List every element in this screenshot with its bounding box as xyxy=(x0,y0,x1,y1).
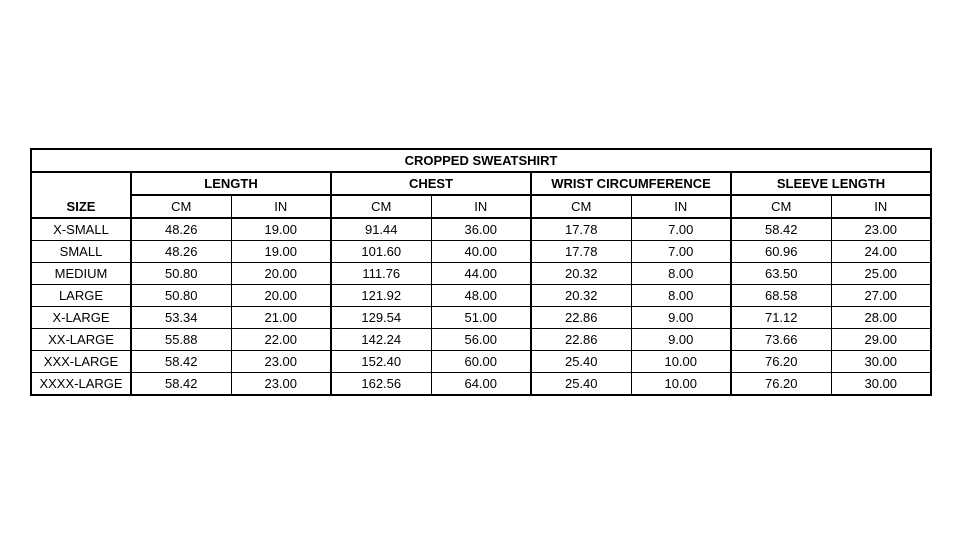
value-cell: 27.00 xyxy=(831,285,931,307)
value-cell: 50.80 xyxy=(131,285,231,307)
size-cell: MEDIUM xyxy=(31,263,131,285)
size-cell: XXX-LARGE xyxy=(31,351,131,373)
value-cell: 142.24 xyxy=(331,329,431,351)
size-cell: XX-LARGE xyxy=(31,329,131,351)
value-cell: 60.00 xyxy=(431,351,531,373)
value-cell: 101.60 xyxy=(331,241,431,263)
table-row xyxy=(31,241,931,263)
value-cell: 111.76 xyxy=(331,263,431,285)
value-cell: 29.00 xyxy=(831,329,931,351)
size-cell: X-LARGE xyxy=(31,307,131,329)
value-cell: 73.66 xyxy=(731,329,831,351)
value-cell: 23.00 xyxy=(231,351,331,373)
group-header-sleeve-length: SLEEVE LENGTH xyxy=(731,172,931,195)
table-row xyxy=(31,285,931,307)
value-cell: 20.00 xyxy=(231,263,331,285)
value-cell: 17.78 xyxy=(531,241,631,263)
table-row xyxy=(31,263,931,285)
value-cell: 10.00 xyxy=(631,373,731,396)
value-cell: 17.78 xyxy=(531,218,631,241)
value-cell: 58.42 xyxy=(731,218,831,241)
unit-header-wrist-in: IN xyxy=(631,195,731,218)
value-cell: 162.56 xyxy=(331,373,431,396)
value-cell: 25.00 xyxy=(831,263,931,285)
value-cell: 48.00 xyxy=(431,285,531,307)
value-cell: 48.26 xyxy=(131,241,231,263)
unit-header-wrist-cm: CM xyxy=(531,195,631,218)
group-header-chest: CHEST xyxy=(331,172,531,195)
value-cell: 25.40 xyxy=(531,373,631,396)
value-cell: 152.40 xyxy=(331,351,431,373)
value-cell: 24.00 xyxy=(831,241,931,263)
size-cell: LARGE xyxy=(31,285,131,307)
value-cell: 7.00 xyxy=(631,218,731,241)
value-cell: 71.12 xyxy=(731,307,831,329)
table-row xyxy=(31,351,931,373)
value-cell: 23.00 xyxy=(231,373,331,396)
size-cell: X-SMALL xyxy=(31,218,131,241)
value-cell: 22.86 xyxy=(531,329,631,351)
value-cell: 19.00 xyxy=(231,241,331,263)
value-cell: 50.80 xyxy=(131,263,231,285)
value-cell: 51.00 xyxy=(431,307,531,329)
value-cell: 58.42 xyxy=(131,351,231,373)
value-cell: 22.00 xyxy=(231,329,331,351)
table-body xyxy=(31,218,931,395)
value-cell: 40.00 xyxy=(431,241,531,263)
group-header-row xyxy=(31,172,931,195)
unit-header-length-in: IN xyxy=(231,195,331,218)
unit-header-row xyxy=(31,195,931,218)
value-cell: 64.00 xyxy=(431,373,531,396)
size-chart-table xyxy=(30,148,932,396)
value-cell: 9.00 xyxy=(631,307,731,329)
size-column-header: SIZE xyxy=(31,172,131,218)
group-header-wrist-circumference: WRIST CIRCUMFERENCE xyxy=(531,172,731,195)
value-cell: 76.20 xyxy=(731,351,831,373)
value-cell: 48.26 xyxy=(131,218,231,241)
value-cell: 30.00 xyxy=(831,373,931,396)
value-cell: 20.32 xyxy=(531,285,631,307)
value-cell: 63.50 xyxy=(731,263,831,285)
value-cell: 8.00 xyxy=(631,285,731,307)
unit-header-sleeve-cm: CM xyxy=(731,195,831,218)
table-row xyxy=(31,373,931,396)
value-cell: 55.88 xyxy=(131,329,231,351)
value-cell: 10.00 xyxy=(631,351,731,373)
value-cell: 9.00 xyxy=(631,329,731,351)
size-cell: SMALL xyxy=(31,241,131,263)
unit-header-chest-in: IN xyxy=(431,195,531,218)
value-cell: 23.00 xyxy=(831,218,931,241)
value-cell: 30.00 xyxy=(831,351,931,373)
value-cell: 20.00 xyxy=(231,285,331,307)
value-cell: 121.92 xyxy=(331,285,431,307)
value-cell: 76.20 xyxy=(731,373,831,396)
value-cell: 28.00 xyxy=(831,307,931,329)
value-cell: 25.40 xyxy=(531,351,631,373)
value-cell: 22.86 xyxy=(531,307,631,329)
value-cell: 36.00 xyxy=(431,218,531,241)
unit-header-chest-cm: CM xyxy=(331,195,431,218)
value-cell: 53.34 xyxy=(131,307,231,329)
value-cell: 44.00 xyxy=(431,263,531,285)
group-header-length: LENGTH xyxy=(131,172,331,195)
value-cell: 58.42 xyxy=(131,373,231,396)
table-row xyxy=(31,307,931,329)
table-row xyxy=(31,329,931,351)
value-cell: 60.96 xyxy=(731,241,831,263)
unit-header-sleeve-in: IN xyxy=(831,195,931,218)
value-cell: 19.00 xyxy=(231,218,331,241)
value-cell: 20.32 xyxy=(531,263,631,285)
value-cell: 68.58 xyxy=(731,285,831,307)
value-cell: 129.54 xyxy=(331,307,431,329)
unit-header-length-cm: CM xyxy=(131,195,231,218)
value-cell: 91.44 xyxy=(331,218,431,241)
title-row xyxy=(31,149,931,172)
value-cell: 7.00 xyxy=(631,241,731,263)
size-cell: XXXX-LARGE xyxy=(31,373,131,396)
value-cell: 56.00 xyxy=(431,329,531,351)
value-cell: 8.00 xyxy=(631,263,731,285)
table-row xyxy=(31,218,931,241)
value-cell: 21.00 xyxy=(231,307,331,329)
table-title: CROPPED SWEATSHIRT xyxy=(31,149,931,172)
